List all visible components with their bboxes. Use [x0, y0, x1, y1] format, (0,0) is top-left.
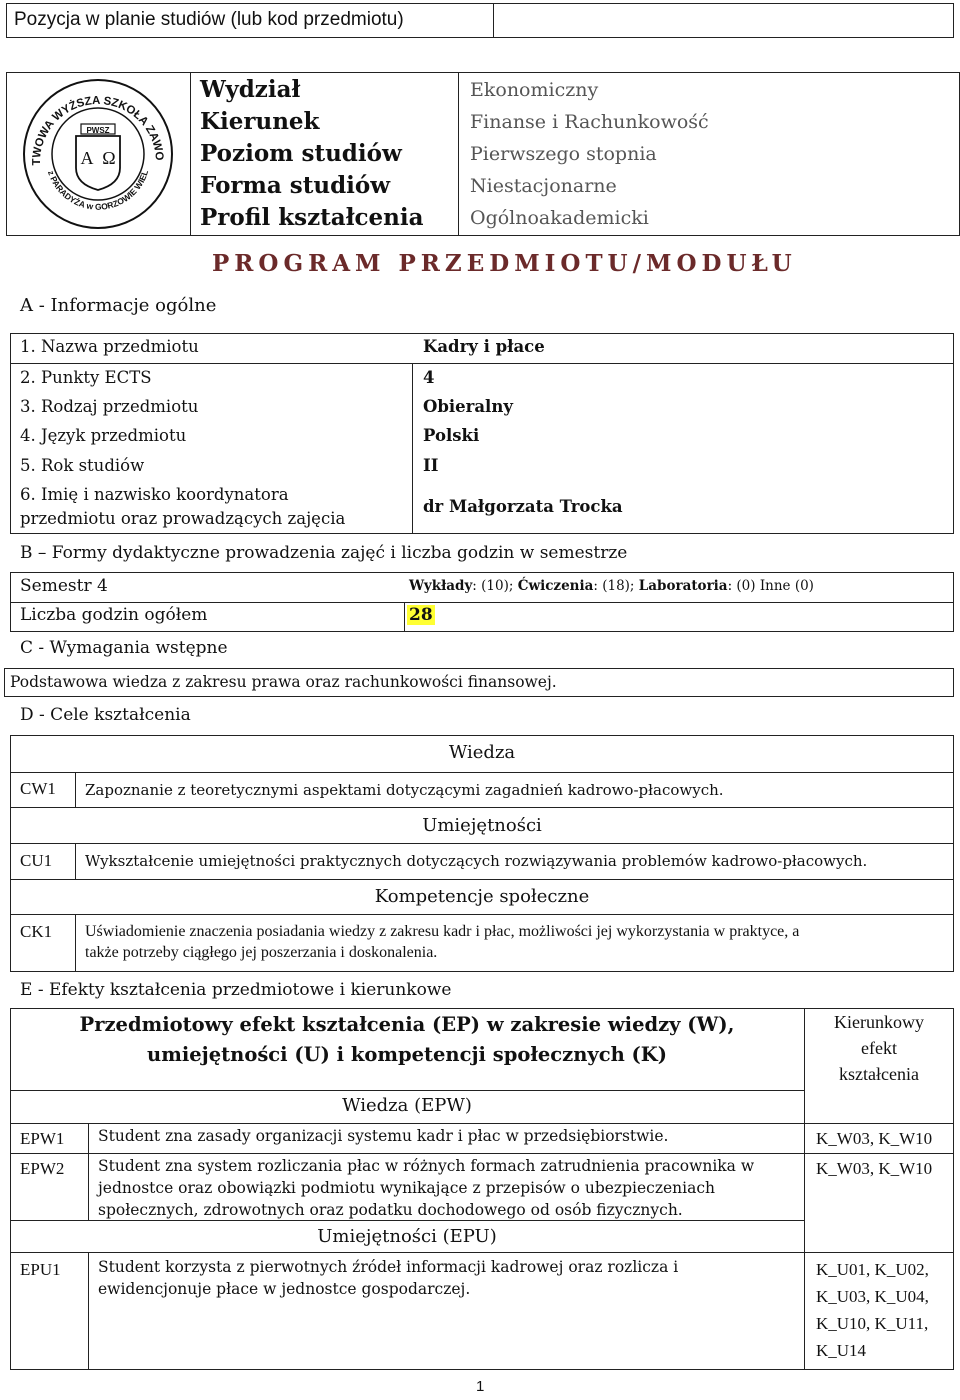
info-value-language: Polski [423, 426, 480, 445]
info-label-language: 4. Język przedmiotu [20, 426, 187, 445]
effect-text-epu1-line2: ewidencjonuje płace w jednostce gospodarczej. [98, 1280, 471, 1298]
header-label-wydzial: Wydział [200, 76, 301, 103]
effect-code-epu1: EPU1 [20, 1260, 61, 1279]
logo-ring-bottom: z PARADYŻA w GORZOWIE WIEL [46, 168, 151, 212]
objective-code-cw1: CW1 [20, 779, 56, 798]
header-label-profil: Profil kształcenia [200, 204, 424, 231]
effects-head-side-1: Kierunkowy [834, 1012, 924, 1032]
coordinator-label-2: przedmiotu oraz prowadzących zajęcia [20, 509, 346, 528]
effects-heading-umiejetnosci: Umiejętności (EPU) [317, 1226, 497, 1247]
total-hours-value: 28 [409, 605, 433, 625]
header-value-poziom: Pierwszego stopnia [470, 143, 657, 165]
effects-head-side-3: kształcenia [839, 1064, 919, 1084]
effect-text-epw1: Student zna zasady organizacji systemu kadr i płac w przedsiębiorstwie. [98, 1127, 669, 1145]
section-c-title: C - Wymagania wstępne [20, 638, 228, 658]
semester-label: Semestr 4 [20, 576, 108, 596]
effect-k-epu1-line2: K_U03, K_U04, [816, 1287, 929, 1306]
header-value-profil: Ogólnoakademicki [470, 207, 649, 229]
total-hours-label: Liczba godzin ogółem [20, 605, 208, 625]
section-b-title: B – Formy dydaktyczne prowadzenia zajęć i liczba godzin w semestrze [20, 543, 628, 563]
hours-exercise-label: Ćwiczenia [517, 578, 594, 594]
objective-heading-umiejetnosci: Umiejętności [422, 815, 542, 836]
effect-k-epw2: K_W03, K_W10 [816, 1159, 933, 1178]
effects-heading-wiedza: Wiedza (EPW) [342, 1095, 472, 1116]
objective-text-ck1-line1: Uświadomienie znaczenia posiadania wiedzy z zakresu kadr i płac, możliwości jej wykorzystania w praktyce, a [85, 923, 800, 940]
objective-code-ck1: CK1 [20, 922, 53, 941]
effect-code-epw1: EPW1 [20, 1129, 65, 1148]
hours-lecture-label: Wykłady [409, 578, 473, 594]
effect-k-epu1-line3: K_U10, K_U11, [816, 1314, 929, 1333]
objective-text-cw1: Zapoznanie z teoretycznymi aspektami dotyczącymi zagadnień kadrowo-płacowych. [85, 781, 724, 799]
objective-text-cu1: Wykształcenie umiejętności praktycznych dotyczących rozwiązywania problemów kadrowo-płacowych. [85, 852, 868, 870]
effect-text-epu1-line1: Student korzysta z pierwotnych źródeł informacji kadrowej oraz rozlicza i [98, 1258, 679, 1276]
header-value-kierunek: Finanse i Rachunkowość [470, 111, 709, 133]
header-value-forma: Niestacjonarne [470, 175, 617, 197]
hours-lab-label: Laboratoria [638, 578, 728, 594]
info-label-ects: 2. Punkty ECTS [20, 368, 152, 387]
effects-head-side-2: efekt [861, 1038, 897, 1058]
program-title: PROGRAM PRZEDMIOTU/MODUŁU [212, 250, 797, 277]
page-number: 1 [476, 1378, 485, 1395]
university-logo [18, 72, 178, 232]
effect-text-epw2-line2: jednostce oraz obowiązki podmiotu wynikające z przepisów o ubezpieczeniach [98, 1179, 716, 1197]
logo-alpha: A [80, 148, 94, 168]
info-value-year: II [423, 456, 439, 475]
header-label-poziom: Poziom studiów [200, 140, 402, 167]
logo-mono: PWSZ [86, 126, 110, 135]
effect-k-epw1: K_W03, K_W10 [816, 1129, 933, 1148]
objective-heading-wiedza: Wiedza [448, 742, 516, 763]
info-label-type: 3. Rodzaj przedmiotu [20, 397, 199, 416]
hours-detail [409, 578, 814, 594]
effect-k-epu1-line1: K_U01, K_U02, [816, 1260, 929, 1279]
section-d-title: D - Cele kształcenia [20, 705, 191, 725]
hours-lab-value: : (0) Inne (0) [727, 578, 814, 594]
info-label-name: 1. Nazwa przedmiotu [20, 337, 199, 356]
effect-text-epw2-line3: społecznych, zdrowotnych oraz podatku dochodowego od osób fizycznych. [98, 1201, 683, 1219]
effects-head-main-1: Przedmiotowy efekt kształcenia (EP) w zakresie wiedzy (W), [79, 1013, 735, 1036]
coordinator-value: dr Małgorzata Trocka [423, 497, 623, 516]
hours-lecture-value: : (10); [472, 578, 518, 594]
info-label-year: 5. Rok studiów [20, 456, 145, 475]
header-label-kierunek: Kierunek [200, 108, 320, 135]
info-value-name: Kadry i płace [423, 337, 545, 356]
logo-omega: Ω [102, 148, 116, 168]
coordinator-label-1: 6. Imię i nazwisko koordynatora [20, 485, 289, 504]
effects-head-main-2: umiejętności (U) i kompetencji społecznych (K) [147, 1043, 667, 1066]
objective-code-cu1: CU1 [20, 851, 53, 870]
position-label: Pozycja w planie studiów (lub kod przedmiotu) [14, 9, 404, 30]
info-value-ects: 4 [423, 368, 435, 387]
logo-ring-top: TWOWA WYŻSZA SZKOŁA ZAWO [30, 94, 166, 166]
hours-exercise-value: : (18); [593, 578, 639, 594]
section-a-title: A - Informacje ogólne [20, 295, 217, 316]
effect-code-epw2: EPW2 [20, 1159, 65, 1178]
header-label-forma: Forma studiów [200, 172, 391, 199]
section-e-title: E - Efekty kształcenia przedmiotowe i kierunkowe [20, 980, 452, 1000]
objective-text-ck1-line2: także potrzeby ciągłego jej poszerzania i doskonalenia. [85, 944, 438, 961]
objective-heading-kompetencje: Kompetencje społeczne [374, 886, 590, 907]
header-value-wydzial: Ekonomiczny [470, 79, 599, 101]
effect-k-epu1-line4: K_U14 [816, 1341, 867, 1360]
effect-text-epw2-line1: Student zna system rozliczania płac w różnych formach zatrudnienia pracownika w [98, 1157, 755, 1175]
requirements-text: Podstawowa wiedza z zakresu prawa oraz rachunkowości finansowej. [10, 673, 557, 691]
info-value-type: Obieralny [423, 397, 513, 416]
